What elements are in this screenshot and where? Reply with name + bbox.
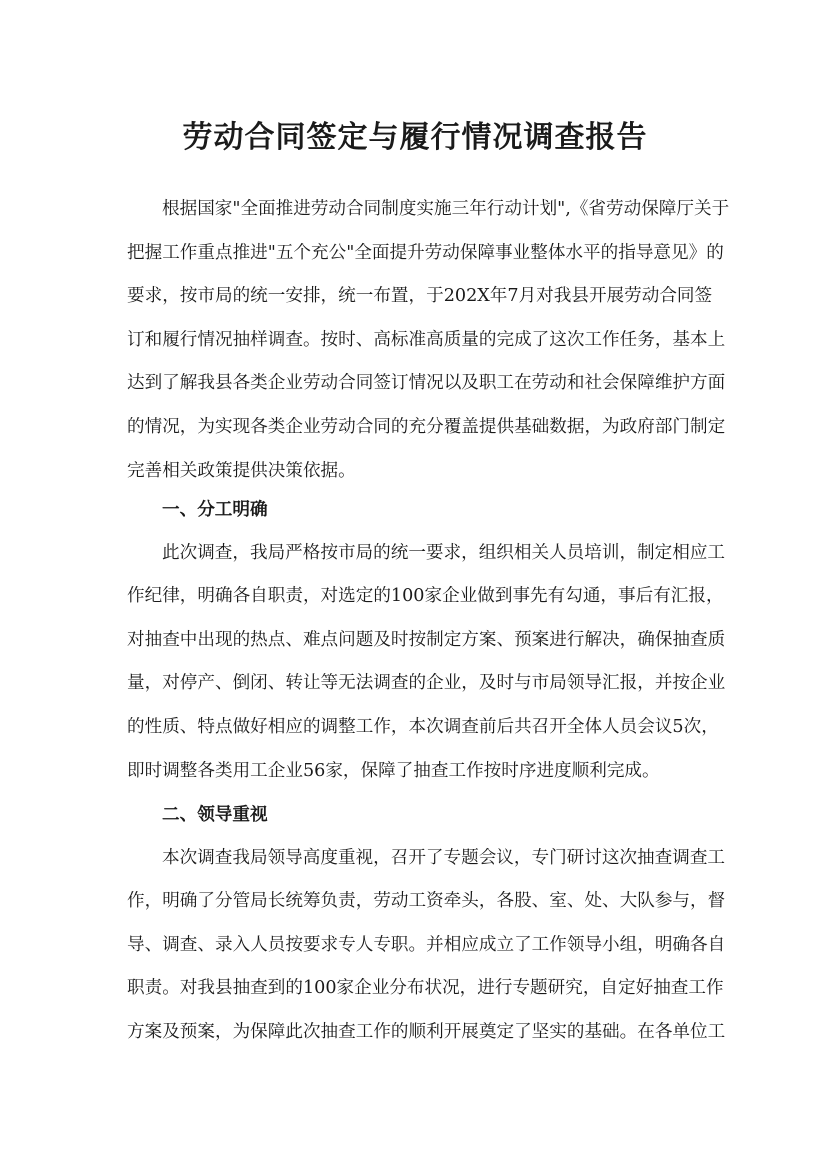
text-line: 本次调查我局领导高度重视，召开了专题会议，专门研讨这次抽查调查工: [162, 847, 726, 868]
text-line: 作纪律，明确各自职责，对选定的100家企业做到事先有勾通，事后有汇报，: [127, 586, 724, 607]
text-line: 的性质、特点做好相应的调整工作，本次调查前后共召开全体人员会议5次，: [127, 716, 719, 737]
intro-paragraph: [127, 188, 730, 493]
section-heading: 二、领导重视: [162, 804, 268, 825]
section-heading: 一、分工明确: [162, 499, 268, 520]
text-line: 达到了解我县各类企业劳动合同签订情况以及职工在劳动和社会保障维护方面: [127, 373, 726, 394]
text-line: 此次调查，我局严格按市局的统一要求，组织相关人员培训，制定相应工: [162, 542, 726, 563]
text-line: 完善相关政策提供决策依据。: [127, 460, 356, 481]
text-line: 作，明确了分管局长统筹负责，劳动工资牵头，各股、室、处、大队参与，督: [127, 891, 726, 912]
text-line: 即时调整各类用工企业56家，保障了抽查工作按时序进度顺利完成。: [127, 760, 660, 781]
text-line: 职责。对我县抽查到的100家企业分布状况，进行专题研究，自定好抽查工作: [127, 978, 724, 999]
text-line: 的情况，为实现各类企业劳动合同的充分覆盖提供基础数据，为政府部门制定: [127, 416, 726, 437]
document-title: 劳动合同签定与履行情况调查报告: [182, 120, 648, 155]
text-line: 导、调查、录入人员按要求专人专职。并相应成立了工作领导小组，明确各自: [127, 934, 726, 955]
text-line: 要求，按市局的统一安排，统一布置，于202X年7月对我县开展劳动合同签: [127, 286, 713, 307]
text-line: 方案及预案，为保障此次抽查工作的顺利开展奠定了坚实的基础。在各单位工: [127, 1021, 726, 1042]
section-1: [127, 488, 726, 793]
text-line: 订和履行情况抽样调查。按时、高标准高质量的完成了这次工作任务，基本上: [127, 329, 726, 350]
text-line: 量，对停产、倒闭、转让等无法调查的企业，及时与市局领导汇报，并按企业: [127, 673, 726, 694]
text-line: 根据国家"全面推进劳动合同制度实施三年行动计划",《省劳动保障厅关于: [162, 199, 730, 219]
section-2: [127, 793, 726, 1055]
text-line: 对抽查中出现的热点、难点问题及时按制定方案、预案进行解决，确保抽查质: [127, 629, 726, 650]
text-line: 把握工作重点推进"五个充公"全面提升劳动保障事业整体水平的指导意见》的: [127, 242, 724, 263]
